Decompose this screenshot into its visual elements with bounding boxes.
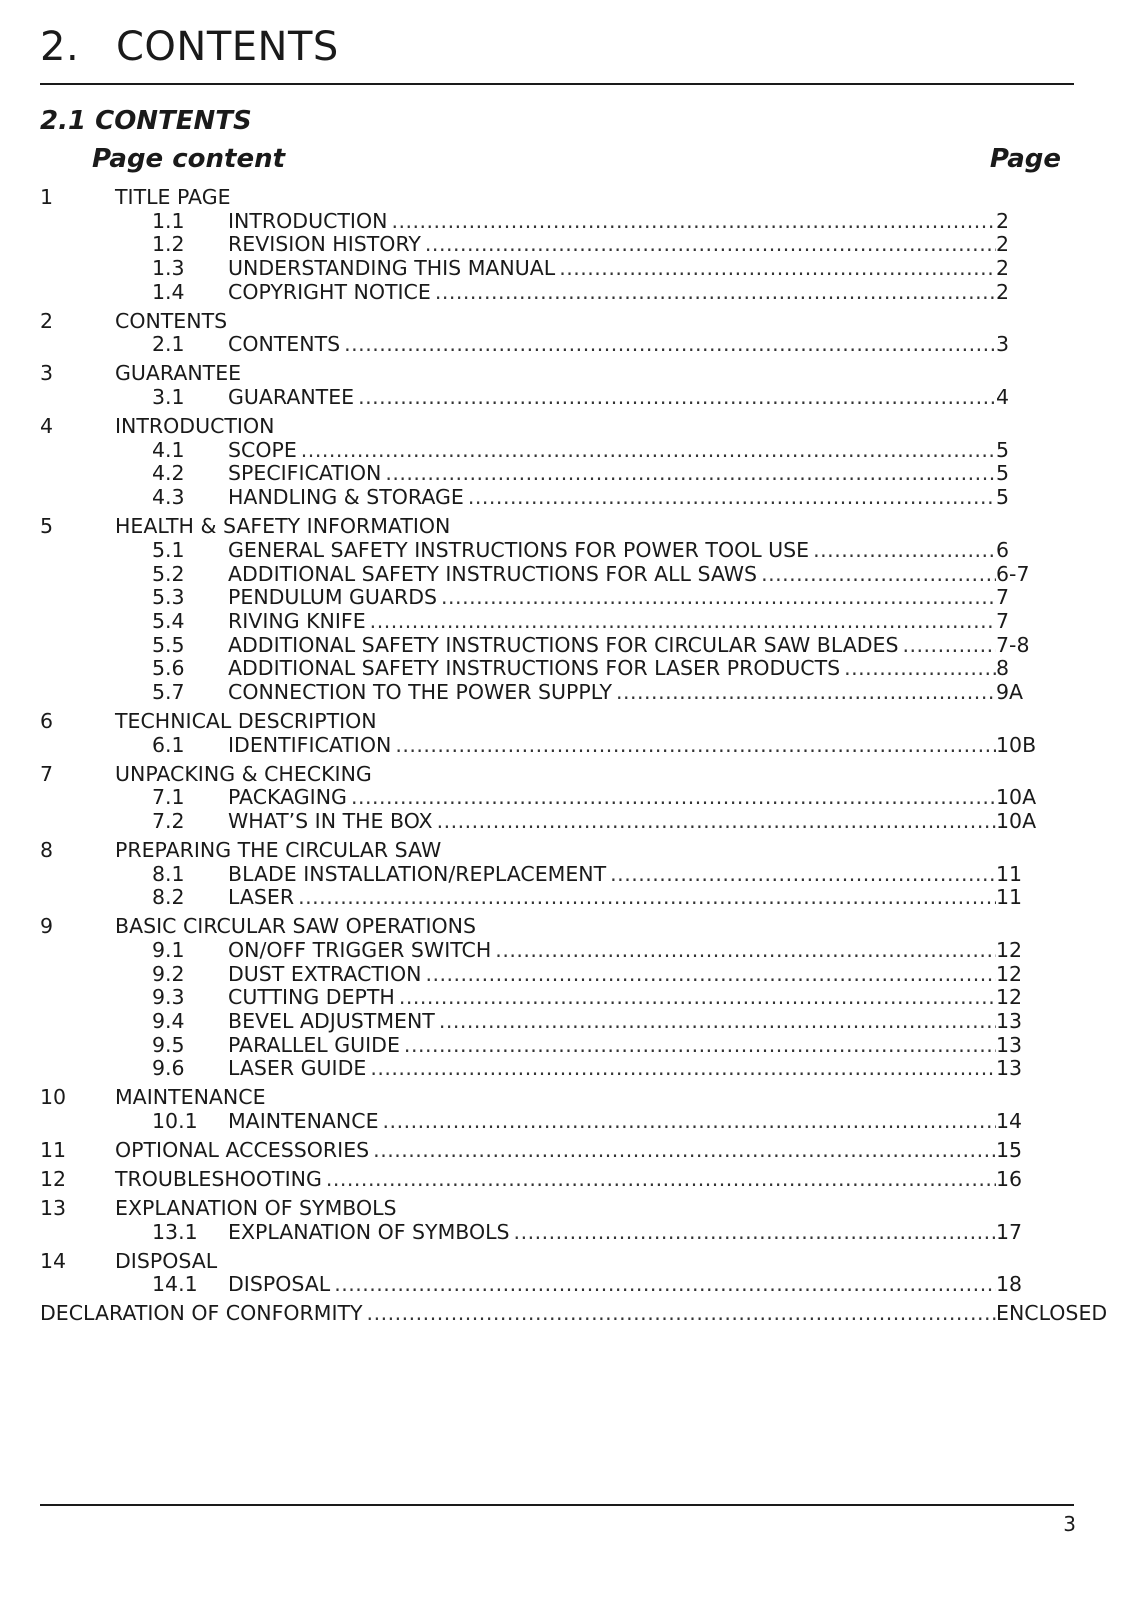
- dot-leader: [370, 1057, 996, 1081]
- toc-entry-line: [228, 586, 996, 610]
- chapter-row: [40, 710, 1040, 734]
- toc-entry-line: [228, 681, 996, 705]
- toc-entry-line: [228, 257, 996, 281]
- dot-leader: [902, 634, 996, 658]
- chapter-row: [40, 839, 1040, 863]
- subsection-row: [40, 657, 1040, 681]
- subsection-row: [40, 386, 1040, 410]
- dot-leader: [334, 1273, 996, 1297]
- chapter-number: 5: [40, 514, 54, 539]
- dot-leader: [425, 233, 996, 257]
- toc-entry-line: [228, 786, 996, 810]
- subsection-row: [40, 257, 1040, 281]
- chapter-title: UNPACKING & CHECKING: [115, 761, 372, 786]
- toc-entry-line: [228, 1221, 996, 1245]
- subsection-number: 5.2: [152, 561, 185, 586]
- subsection-number: 4.1: [152, 437, 185, 462]
- toc-entry-line: [228, 486, 996, 510]
- toc-entry-title: DECLARATION OF CONFORMITY: [40, 1301, 363, 1326]
- column-header-page: Page: [989, 144, 1061, 174]
- subsection-number: 7.2: [152, 808, 185, 833]
- chapter-row: [40, 1086, 1040, 1110]
- heading-number: 2.: [40, 24, 80, 70]
- subsection-row: [40, 281, 1040, 305]
- chapter-number: 7: [40, 761, 54, 786]
- chapter-title: TITLE PAGE: [115, 185, 231, 209]
- toc-entry-line: [228, 210, 996, 234]
- toc-entry-line: [115, 1139, 996, 1163]
- dot-leader: [435, 281, 996, 305]
- toc-entry-title: CONNECTION TO THE POWER SUPPLY: [228, 679, 612, 704]
- toc-entry-line: [228, 610, 996, 634]
- subsection-row: [40, 810, 1040, 834]
- subsection-number: 5.7: [152, 679, 185, 704]
- toc-entry-title: EXPLANATION OF SYMBOLS: [228, 1219, 510, 1244]
- subsection-number: 5.3: [152, 585, 185, 610]
- subsection-number: 8.2: [152, 885, 185, 910]
- subsection-row: [40, 1034, 1040, 1058]
- chapter-row: [40, 915, 1040, 939]
- toc-entry-page: 6: [996, 537, 1010, 562]
- subsection-row: [40, 486, 1040, 510]
- toc-entry-page: 6-7: [996, 561, 1030, 586]
- subsection-row: [40, 1057, 1040, 1081]
- dot-leader: [391, 210, 996, 234]
- subsection-row: [40, 610, 1040, 634]
- toc-entry-page: 7: [996, 585, 1010, 610]
- subsection-row: [40, 863, 1040, 887]
- toc-entry-line: [228, 233, 996, 257]
- subsection-row: [40, 634, 1040, 658]
- subsection-number: 8.1: [152, 861, 185, 886]
- subsection-number: 2.1: [152, 332, 185, 357]
- subsection-number: 10.1: [152, 1109, 198, 1134]
- toc-entry-page: 14: [996, 1109, 1023, 1134]
- toc-entry-page: 13: [996, 1009, 1023, 1034]
- toc-entry-page: 13: [996, 1056, 1023, 1081]
- toc-entry-title: LASER: [228, 885, 295, 910]
- subsection-number: 1.4: [152, 279, 185, 304]
- toc-entry-line: [228, 439, 996, 463]
- subsection-number: 14.1: [152, 1272, 198, 1297]
- subsection-row: [40, 563, 1040, 587]
- subsection-number: 1.3: [152, 256, 185, 281]
- chapter-row: [40, 310, 1040, 334]
- top-rule: [40, 83, 1074, 85]
- toc-entry-page: 2: [996, 279, 1010, 304]
- toc-entry-line: [228, 1010, 996, 1034]
- toc-entry-title: BEVEL ADJUSTMENT: [228, 1009, 435, 1034]
- toc-entry-line: [228, 657, 996, 681]
- dot-leader: [298, 886, 996, 910]
- subsection-number: 5.6: [152, 656, 185, 681]
- toc-entry-title: GUARANTEE: [228, 385, 355, 410]
- toc-entry-page: 10A: [996, 808, 1037, 833]
- toc-entry-page: 7-8: [996, 632, 1030, 657]
- toc-entry-page: 3: [996, 332, 1010, 357]
- toc-entry-page: 12: [996, 985, 1023, 1010]
- subsection-number: 9.3: [152, 985, 185, 1010]
- chapter-row: [40, 1250, 1040, 1274]
- subsection-number: 6.1: [152, 732, 185, 757]
- toc-entry-line: [228, 863, 996, 887]
- toc-entry-line: [228, 563, 996, 587]
- dot-leader: [358, 386, 996, 410]
- toc-entry-title: ADDITIONAL SAFETY INSTRUCTIONS FOR CIRCULAR SAW BLADES: [228, 632, 899, 657]
- toc-entry-page: 12: [996, 961, 1023, 986]
- subsection-number: 9.6: [152, 1056, 185, 1081]
- dot-leader: [468, 486, 996, 510]
- subsection-row: [40, 233, 1040, 257]
- dot-leader: [399, 986, 996, 1010]
- page-number: 3: [1063, 1512, 1076, 1536]
- subsection-row: [40, 681, 1040, 705]
- dot-leader: [441, 586, 996, 610]
- subsection-row: [40, 439, 1040, 463]
- subsection-row: [40, 1010, 1040, 1034]
- chapter-number: 3: [40, 361, 54, 386]
- chapter-title: EXPLANATION OF SYMBOLS: [115, 1196, 397, 1221]
- chapter-number: 1: [40, 185, 54, 209]
- subsection-row: [40, 1273, 1040, 1297]
- dot-leader: [385, 462, 996, 486]
- chapter-title: INTRODUCTION: [115, 414, 275, 439]
- toc-entry-title: RIVING KNIFE: [228, 608, 366, 633]
- chapter-number: 9: [40, 914, 54, 939]
- subsection-number: 9.4: [152, 1009, 185, 1034]
- toc-entry-line: [228, 386, 996, 410]
- dot-leader: [395, 734, 996, 758]
- dot-leader: [813, 539, 996, 563]
- subsection-row: [40, 734, 1040, 758]
- chapter-title: MAINTENANCE: [115, 1085, 266, 1110]
- toc-entry-line: [228, 281, 996, 305]
- subsection-number: 9.1: [152, 938, 185, 962]
- toc-entry-line: [228, 1057, 996, 1081]
- toc-entry-title: INTRODUCTION: [228, 208, 388, 233]
- subsection-row: [40, 210, 1040, 234]
- toc-entry-line: [228, 1034, 996, 1058]
- chapter-number: 10: [40, 1085, 67, 1110]
- toc-entry-title: HANDLING & STORAGE: [228, 485, 464, 510]
- toc-entry-title: CONTENTS: [228, 332, 341, 357]
- toc-entry-page: 15: [996, 1138, 1023, 1163]
- toc-entry-page: 7: [996, 608, 1010, 633]
- dot-leader: [610, 863, 996, 887]
- subsection-number: 13.1: [152, 1219, 198, 1244]
- subsection-number: 3.1: [152, 385, 185, 410]
- toc-entry-line: [40, 1302, 996, 1326]
- chapter-number: 13: [40, 1196, 67, 1221]
- toc-entry-page: 10A: [996, 785, 1037, 810]
- toc-entry-title: UNDERSTANDING THIS MANUAL: [228, 256, 556, 281]
- toc-entry-page: 16: [996, 1167, 1023, 1192]
- toc-entry-line: [228, 886, 996, 910]
- dot-leader: [351, 786, 996, 810]
- toc-entry-line: [228, 634, 996, 658]
- toc-entry-line: [228, 333, 996, 357]
- toc-entry-title: COPYRIGHT NOTICE: [228, 279, 431, 304]
- dot-leader: [425, 963, 996, 987]
- subsection-row: [40, 333, 1040, 357]
- dot-leader: [301, 439, 996, 463]
- subsection-number: 9.5: [152, 1032, 185, 1057]
- dot-leader: [367, 1302, 996, 1326]
- toc-entry-page: 5: [996, 437, 1010, 462]
- dot-leader: [844, 657, 996, 681]
- chapter-number: 2: [40, 308, 54, 333]
- page-heading: [40, 24, 339, 70]
- chapter-title: DISPOSAL: [115, 1248, 218, 1273]
- dot-leader: [616, 681, 996, 705]
- toc-entry-title: SCOPE: [228, 437, 297, 462]
- toc-entry-title: ON/OFF TRIGGER SWITCH: [228, 938, 492, 962]
- toc-entry-page: 10B: [996, 732, 1037, 757]
- toc-entry-title: MAINTENANCE: [228, 1109, 379, 1134]
- toc-entry-title: DISPOSAL: [228, 1272, 331, 1297]
- declaration-row: [40, 1301, 1108, 1326]
- toc-entry-line: [228, 810, 996, 834]
- chapter-number: 6: [40, 708, 54, 733]
- toc-entry-page: 12: [996, 938, 1023, 962]
- chapter-title: CONTENTS: [115, 308, 228, 333]
- subsection-row: [40, 963, 1040, 987]
- subsection-number: 7.1: [152, 785, 185, 810]
- subsection-row: [40, 986, 1040, 1010]
- chapter-number: 8: [40, 837, 54, 862]
- toc-entry-title: BLADE INSTALLATION/REPLACEMENT: [228, 861, 607, 886]
- chapter-title: PREPARING THE CIRCULAR SAW: [115, 837, 442, 862]
- toc-entry-line: [228, 986, 996, 1010]
- subsection-number: 4.2: [152, 461, 185, 486]
- heading-text: CONTENTS: [116, 24, 339, 70]
- toc-entry-title: GENERAL SAFETY INSTRUCTIONS FOR POWER TOOL USE: [228, 537, 810, 562]
- toc-entry-title: CUTTING DEPTH: [228, 985, 395, 1010]
- chapter-number: 14: [40, 1248, 67, 1273]
- toc-entry-page: 17: [996, 1219, 1023, 1244]
- chapter-row: [40, 1168, 1040, 1192]
- dot-leader: [404, 1034, 996, 1058]
- toc-entry-line: [228, 539, 996, 563]
- toc-entry-title: ADDITIONAL SAFETY INSTRUCTIONS FOR ALL SAWS: [228, 561, 758, 586]
- chapter-row: [40, 763, 1040, 787]
- dot-leader: [439, 1010, 996, 1034]
- toc-entry-title: PARALLEL GUIDE: [228, 1032, 400, 1057]
- toc-entry-title: LASER GUIDE: [228, 1056, 367, 1081]
- chapter-number: 12: [40, 1167, 67, 1192]
- toc-entry-title: PENDULUM GUARDS: [228, 585, 438, 610]
- toc-entry-page: 2: [996, 256, 1010, 281]
- dot-leader: [495, 939, 996, 963]
- chapter-title: GUARANTEE: [115, 361, 242, 386]
- toc-entry-title: SPECIFICATION: [228, 461, 382, 486]
- toc-entry-page: 8: [996, 656, 1010, 681]
- toc-entry-page: 13: [996, 1032, 1023, 1057]
- toc-entry-title: WHAT’S IN THE BOX: [228, 808, 433, 833]
- subsection-number: 5.5: [152, 632, 185, 657]
- dot-leader: [326, 1168, 996, 1192]
- chapter-row: [40, 186, 1040, 210]
- column-header-page-content: Page content: [92, 144, 286, 174]
- dot-leader: [373, 1139, 996, 1163]
- toc-entry-line: [228, 1110, 996, 1134]
- subsection-row: [40, 1110, 1040, 1134]
- chapter-row: [40, 515, 1040, 539]
- toc-entry-line: [228, 734, 996, 758]
- toc-entry-page: 11: [996, 861, 1023, 886]
- subsection-row: [40, 939, 1040, 963]
- chapter-row: [40, 1197, 1040, 1221]
- dot-leader: [383, 1110, 996, 1134]
- chapter-title: BASIC CIRCULAR SAW OPERATIONS: [115, 914, 476, 939]
- chapter-title: TECHNICAL DESCRIPTION: [115, 708, 377, 733]
- subsection-row: [40, 462, 1040, 486]
- dot-leader: [559, 257, 996, 281]
- dot-leader: [370, 610, 996, 634]
- subsection-row: [40, 786, 1040, 810]
- toc-entry-line: [228, 939, 996, 963]
- toc-entry-page: 9A: [996, 679, 1024, 704]
- toc-entry-page: 2: [996, 208, 1010, 233]
- toc-entry-title: REVISION HISTORY: [228, 232, 421, 257]
- toc-entry-title: OPTIONAL ACCESSORIES: [115, 1138, 370, 1163]
- toc-entry-title: DUST EXTRACTION: [228, 961, 422, 986]
- toc-entry-page: ENCLOSED: [996, 1301, 1108, 1326]
- chapter-number: 11: [40, 1138, 67, 1163]
- chapter-title: HEALTH & SAFETY INFORMATION: [115, 514, 451, 539]
- subsection-row: [40, 539, 1040, 563]
- subsection-row: [40, 586, 1040, 610]
- toc-entry-page: 18: [996, 1272, 1023, 1297]
- subsection-row: [40, 1221, 1040, 1245]
- toc-entry-title: PACKAGING: [228, 785, 347, 810]
- section-title: 2.1 CONTENTS: [40, 106, 252, 136]
- dot-leader: [514, 1221, 996, 1245]
- subsection-number: 1.1: [152, 208, 185, 233]
- subsection-row: [40, 886, 1040, 910]
- subsection-number: 1.2: [152, 232, 185, 257]
- toc-entry-page: 11: [996, 885, 1023, 910]
- toc-entry-page: 2: [996, 232, 1010, 257]
- chapter-row: [40, 1139, 1040, 1163]
- dot-leader: [761, 563, 996, 587]
- toc-entry-page: 5: [996, 461, 1010, 486]
- toc-entry-title: ADDITIONAL SAFETY INSTRUCTIONS FOR LASER PRODUCTS: [228, 656, 841, 681]
- subsection-number: 9.2: [152, 961, 185, 986]
- toc-entry-line: [228, 963, 996, 987]
- toc-entry-page: 4: [996, 385, 1010, 410]
- toc-entry-line: [228, 462, 996, 486]
- bottom-rule: [40, 1504, 1074, 1506]
- subsection-number: 5.4: [152, 608, 185, 633]
- chapter-row: [40, 415, 1040, 439]
- chapter-number: 4: [40, 414, 54, 439]
- toc-entry-page: 5: [996, 485, 1010, 510]
- dot-leader: [437, 810, 996, 834]
- chapter-row: [40, 362, 1040, 386]
- toc-entry-line: [115, 1168, 996, 1192]
- subsection-number: 4.3: [152, 485, 185, 510]
- toc-entry-line: [228, 1273, 996, 1297]
- dot-leader: [344, 333, 996, 357]
- table-of-contents: [40, 185, 1108, 1326]
- subsection-number: 5.1: [152, 537, 185, 562]
- toc-entry-title: TROUBLESHOOTING: [115, 1167, 322, 1192]
- toc-entry-title: IDENTIFICATION: [228, 732, 392, 757]
